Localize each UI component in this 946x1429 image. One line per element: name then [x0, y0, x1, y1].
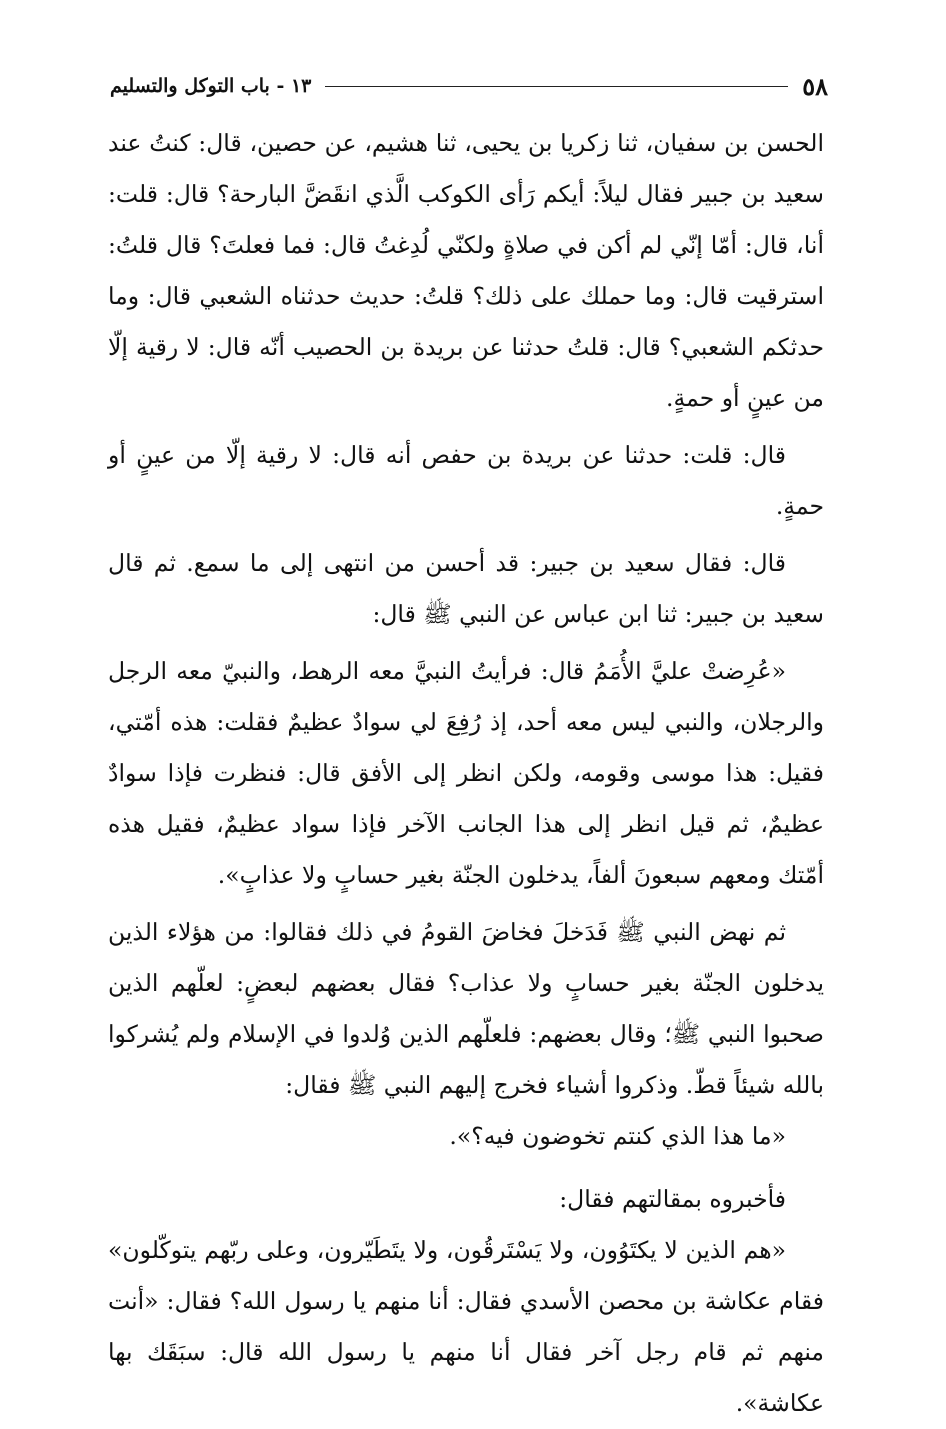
- page-body: [108, 118, 824, 1429]
- chapter-title: ١٣ - باب التوكل والتسليم: [110, 75, 312, 97]
- paragraph-isnad: الحسن بن سفيان، ثنا زكريا بن يحيى، ثنا هشيم، عن حصين، قال: كنتُ عند سعيد بن جبير فقال ليلاً: أيكم رَأى الكوكب الَّذي انقَضَّ البارحة؟ قال: قلت: أنا، قال: أمّا إنّي لم أكن في صلاةٍ ولكنّي لُدِغتُ قال: فما فعلتَ؟ قال قلتُ: استرقيت قال: وما حملك على ذلك؟ قلتُ: حديث حدثناه الشعبي قال: وما حدثكم الشعبي؟ قال: قلتُ حدثنا عن بريدة بن الحصيب أنّه قال: لا رقية إلّا من عينٍ أو حمةٍ.: [108, 129, 824, 412]
- paragraph-question: «ما هذا الذي كنتم تخوضون فيه؟».: [449, 1122, 786, 1150]
- page-number: ٥٨: [802, 71, 828, 101]
- page-header: [110, 66, 828, 106]
- paragraph-buraida: قال: قلت: حدثنا عن بريدة بن حفص أنه قال: لا رقية إلّا من عينٍ أو حمةٍ.: [108, 441, 824, 520]
- header-rule: [325, 86, 788, 87]
- paragraph-said: قال: فقال سعيد بن جبير: قد أحسن من انتهى إلى ما سمع. ثم قال سعيد بن جبير: ثنا ابن عباس عن النبي ﷺ قال:: [108, 549, 824, 628]
- paragraph-hadith-umam: «عُرِضتْ عليَّ الأُمَمُ قال: فرأيتُ النبيَّ معه الرهط، والنبيّ معه الرجل والرجلان، والنبي ليس معه أحد، إذ رُفِعَ لي سوادٌ عظيمٌ فقلت: هذه أمّتي، فقيل: هذا موسى وقومه، ولكن انظر إلى الأفق قال: فنظرت فإذا سوادٌ عظيمٌ، ثم قيل انظر إلى هذا الجانب الآخر فإذا سواد عظيمٌ، فقيل هذه أمّتك ومعهم سبعونَ ألفاً، يدخلون الجنّة بغير حسابٍ ولا عذابٍ».: [108, 657, 824, 889]
- paragraph-ukkasha: «هم الذين لا يكتَوُون، ولا يَسْتَرقُون، ولا يتَطَيّرون، وعلى ربّهم يتوكّلون» فقام عكاشة بن محصن الأسدي فقال: أنا منهم يا رسول الله؟ فقال: «أنت منهم ثم قام رجل آخر فقال أنا منهم يا رسول الله قال: سبَقَك بها عكاشة».: [108, 1236, 824, 1417]
- paragraph-nahada: ثم نهض النبي ﷺ فَدَخلَ فخاضَ القومُ في ذلك فقالوا: من هؤلاء الذين يدخلون الجنّة بغير حسابٍ ولا عذاب؟ فقال بعضهم لبعضٍ: لعلّهم الذين صحبوا النبي ﷺ؛ وقال بعضهم: فلعلّهم الذين وُلدوا في الإسلام ولم يُشركوا بالله شيئاً قطّ. وذكروا أشياء فخرج إليهم النبي ﷺ فقال:: [108, 918, 824, 1099]
- paragraph-akhbaruh: فأخبروه بمقالتهم فقال:: [559, 1185, 786, 1213]
